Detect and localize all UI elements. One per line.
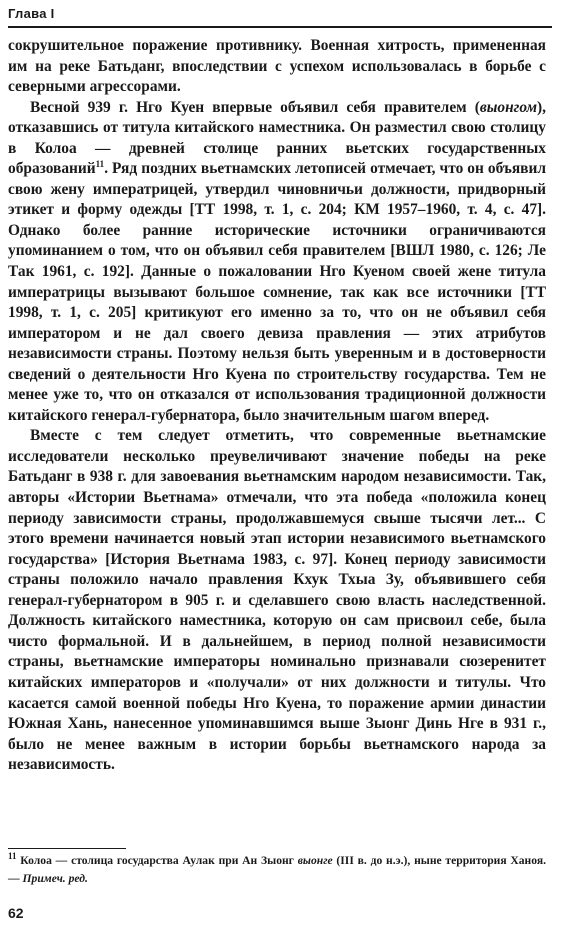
- footnote-11: [8, 852, 546, 887]
- page-number: 62: [8, 905, 24, 921]
- paragraph-2-text-c: . Ряд поздних вьетнамских летописей отмечает, что он объявил свою жену императрицей, утвердил чиновничьи должности, придворный этикет и форму одежды [ТТ 1998, т. 1, с. 204; КМ 1957–1960, т. 4, с. 47]. Однако более ранние исторические источники ограничиваются упоминанием о том, что он объявил себя правителем [ВШЛ 1980, с. 126; Ле Так 1961, с. 192]. Данные о пожаловании Нго Куеном своей жене титула императрицы вызывают большое сомнение, так как все источники [ТТ 1998, т. 1, с. 205] критикуют его именно за то, что он не объявил себя императором и не дал своего девиза правления — этих атрибутов независимости страны. Поэтому нельзя быть уверенным и в достоверности сведений о деятельности Нго Куена по строительству государства. Тем не менее уже то, что он отказался от использования традиционной должности китайского генерал-губернатора, было значительным шагом вперед.: [8, 160, 546, 424]
- paragraph-2: [8, 98, 546, 427]
- main-text: [8, 36, 546, 776]
- running-head: Глава I: [8, 6, 55, 21]
- footnote-term: выонге: [297, 854, 333, 867]
- paragraph-1: [8, 36, 546, 98]
- footnote-text-a: Колоа — столица государства Аулак при Ан Зыонг: [16, 854, 298, 867]
- paragraph-1-text: сокрушительное поражение противнику. Военная хитрость, примененная им на реке Батьданг, впоследствии с успехом использовалась в борьбе с северными агрессорами.: [8, 37, 546, 96]
- paragraph-2-text-a: Весной 939 г. Нго Куен впервые объявил себя правителем (: [30, 98, 480, 116]
- paragraph-3: [8, 426, 546, 775]
- footnote-marker: 11: [8, 851, 17, 862]
- footnote-text-b: (III в. до н.э.), ныне территория Ханоя. —: [8, 854, 546, 885]
- editor-note: Примеч. ред.: [22, 871, 88, 885]
- vuong-term: выонгом: [479, 98, 538, 116]
- paragraph-3-text: Вместе с тем следует отметить, что современные вьетнамские исследователи несколько преувеличивают значение победы на реке Батьданг в 938 г. для завоевания вьетнамским народом независимости. Так, авторы «Истории Вьетнама» отмечали, что эта победа «положила конец периоду зависимости страны, продолжавшемуся свыше тысячи лет... С этого времени начинается новый этап истории независимого вьетнамского государства» [История Вьетнама 1983, с. 97]. Конец периоду зависимости страны положило начало правления Кхук Тхыа Зу, объявившего себя генерал-губернатором в 905 г. и сделавшего свою власть наследственной. Должность китайского наместника, которую он сам присвоил себе, была чисто формальной. И в дальнейшем, в период полной независимости страны, вьетнамские императоры номинально признавали сюзеренитет китайских императоров и «получали» от них должности и титулы. Что касается самой военной победы Нго Куена, то поражение армии династии Южная Хань, нанесенное упоминавшимся выше Зыонг Динь Нге в 931 г., было не менее важным в истории борьбы вьетнамского народа за независимость.: [8, 427, 546, 774]
- header-rule: [8, 26, 552, 28]
- paragraph-2-text-b: ), отказавшись от титула китайского наместника. Он разместил свою столицу в Колоа — древней столице ранних вьетских государственных образований: [8, 98, 546, 178]
- footnote-ref-11[interactable]: 11: [95, 159, 105, 170]
- footnote-rule: [8, 848, 126, 849]
